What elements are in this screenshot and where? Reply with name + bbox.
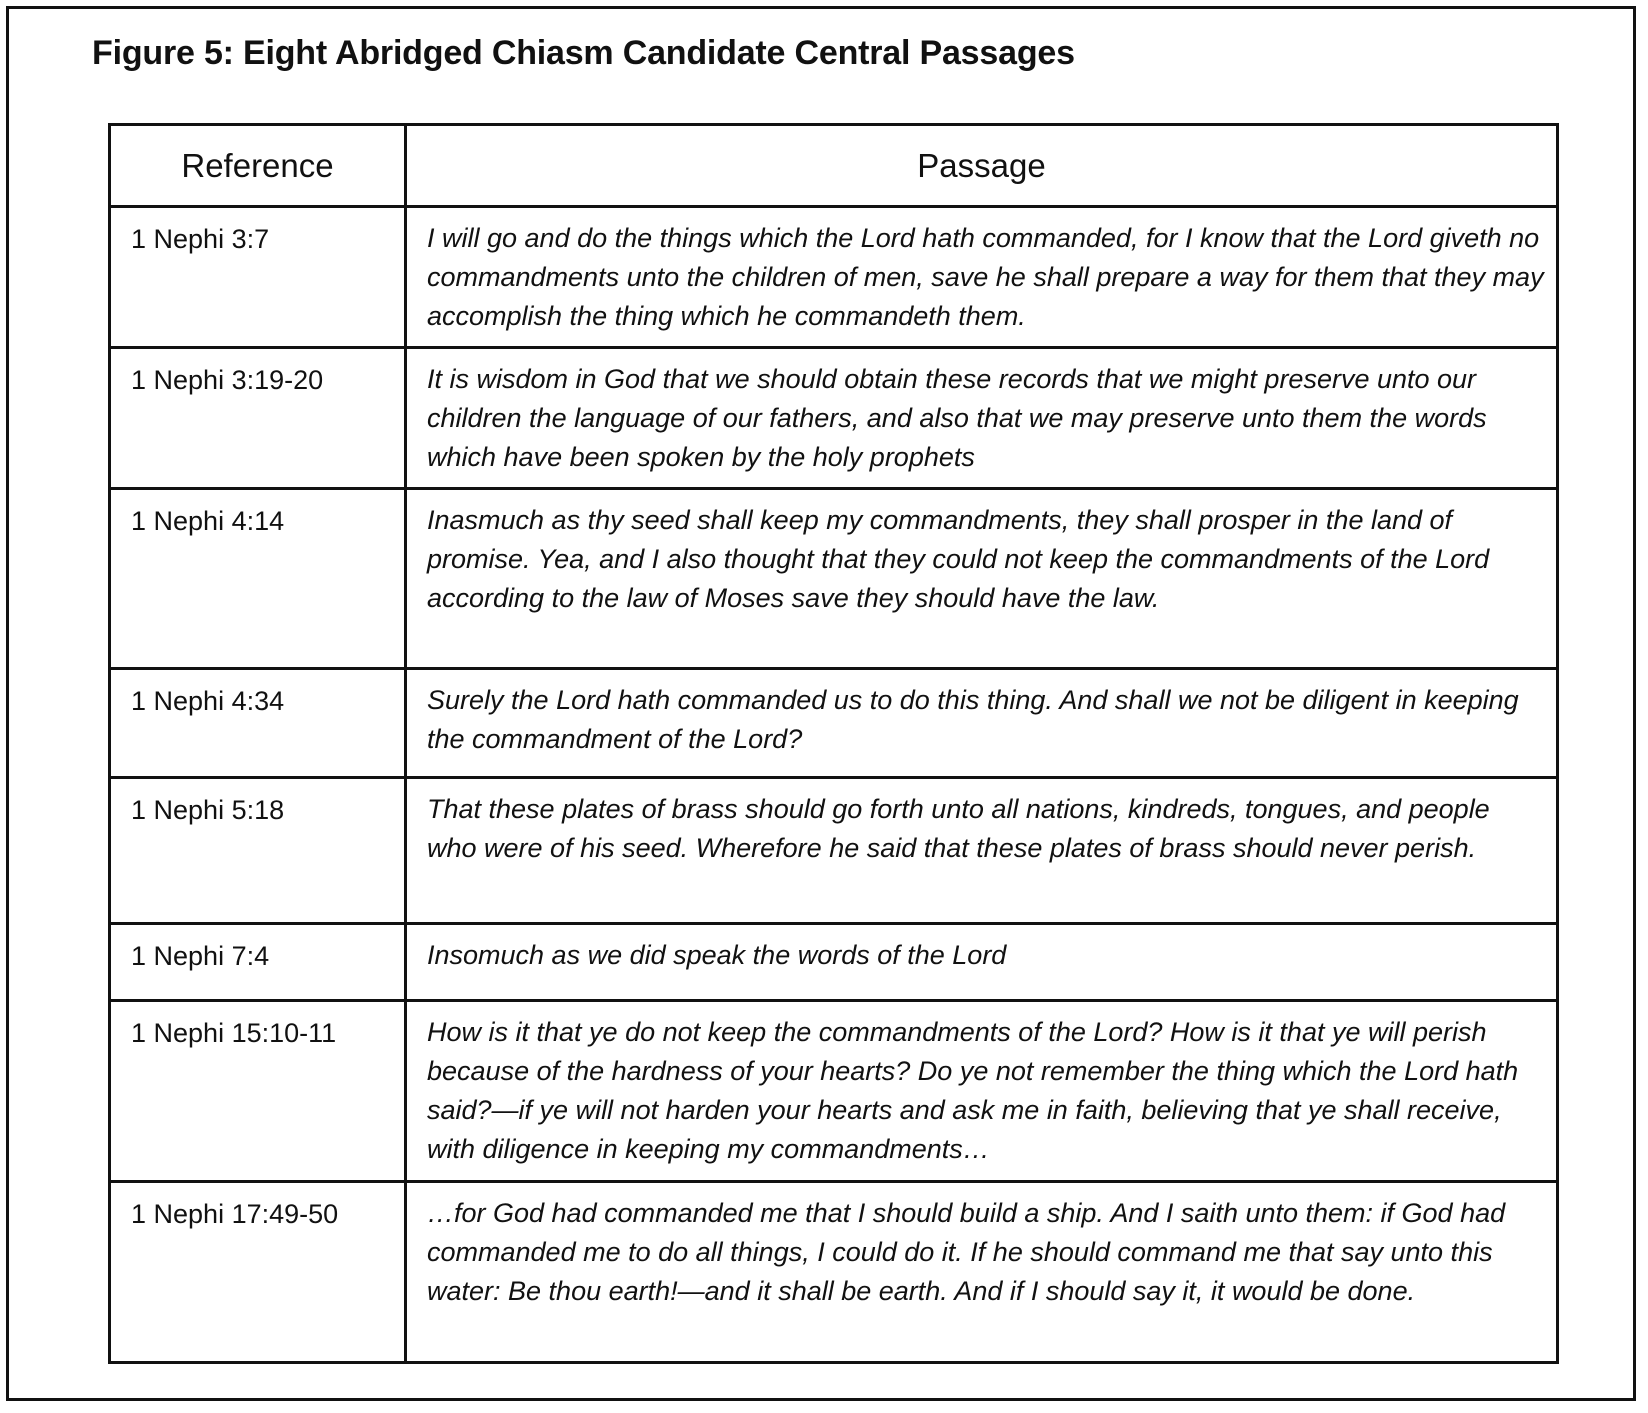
column-header-reference: Reference	[110, 125, 406, 207]
reference-cell: 1 Nephi 5:18	[110, 778, 406, 924]
figure-title: Figure 5: Eight Abridged Chiasm Candidate Central Passages	[92, 34, 1075, 72]
table-row	[110, 924, 1558, 1001]
table-row	[110, 1001, 1558, 1182]
passage-cell: Insomuch as we did speak the words of the Lord	[406, 924, 1558, 1001]
table-row	[110, 669, 1558, 778]
table-row	[110, 1182, 1558, 1363]
reference-cell: 1 Nephi 17:49-50	[110, 1182, 406, 1363]
reference-cell: 1 Nephi 7:4	[110, 924, 406, 1001]
passage-cell: …for God had commanded me that I should build a ship. And I saith unto them: if God had commanded me to do all things, I could do it. If he should command me that say unto this water: Be thou earth!—and it shall be earth. And if I should say it, it would be done.	[406, 1182, 1558, 1363]
passage-cell: Surely the Lord hath commanded us to do this thing. And shall we not be diligent in keeping the commandment of the Lord?	[406, 669, 1558, 778]
passage-cell: How is it that ye do not keep the commandments of the Lord? How is it that ye will perish because of the hardness of your hearts? Do ye not remember the thing which the Lord hath said?—if ye will not harden your hearts and ask me in faith, believing that ye shall receive, with diligence in keeping my commandments…	[406, 1001, 1558, 1182]
table-row	[110, 778, 1558, 924]
table-row	[110, 489, 1558, 669]
passages-table	[108, 123, 1559, 1364]
reference-cell: 1 Nephi 15:10-11	[110, 1001, 406, 1182]
passage-cell: I will go and do the things which the Lord hath commanded, for I know that the Lord giveth no commandments unto the children of men, save he shall prepare a way for them that they may accomplish the thing which he commandeth them.	[406, 207, 1558, 348]
table-row	[110, 207, 1558, 348]
passage-cell: That these plates of brass should go forth unto all nations, kindreds, tongues, and people who were of his seed. Wherefore he said that these plates of brass should never perish.	[406, 778, 1558, 924]
passage-cell: It is wisdom in God that we should obtain these records that we might preserve unto our children the language of our fathers, and also that we may preserve unto them the words which have been spoken by the holy prophets	[406, 348, 1558, 489]
table-row	[110, 348, 1558, 489]
reference-cell: 1 Nephi 3:19-20	[110, 348, 406, 489]
column-header-passage: Passage	[406, 125, 1558, 207]
reference-cell: 1 Nephi 3:7	[110, 207, 406, 348]
reference-cell: 1 Nephi 4:14	[110, 489, 406, 669]
reference-cell: 1 Nephi 4:34	[110, 669, 406, 778]
table-header-row	[110, 125, 1558, 207]
passage-cell: Inasmuch as thy seed shall keep my commandments, they shall prosper in the land of promise. Yea, and I also thought that they could not keep the commandments of the Lord according to the law of Moses save they should have the law.	[406, 489, 1558, 669]
